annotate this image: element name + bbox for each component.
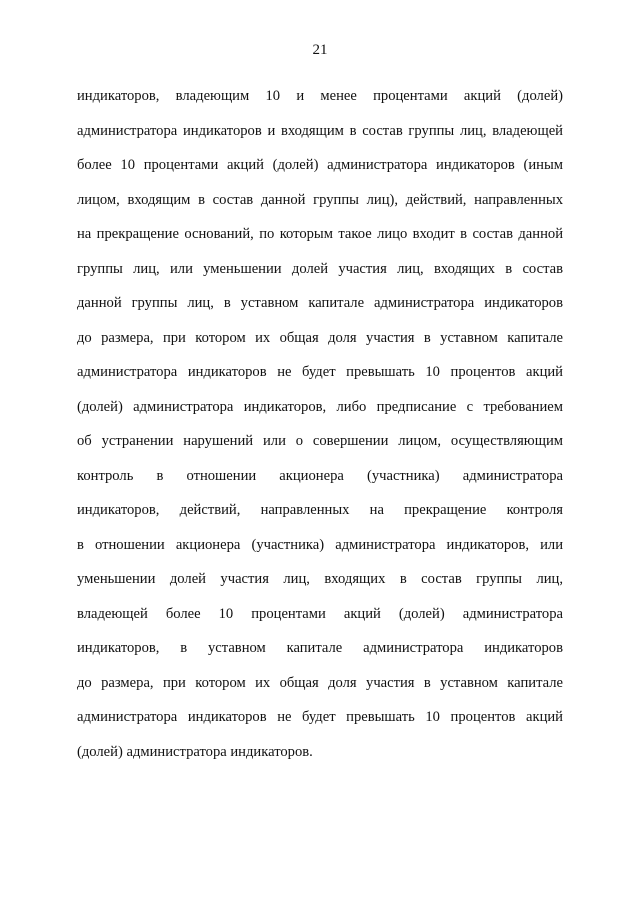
text-line: администратора индикаторов не будет превышать 10 процентов акций bbox=[77, 364, 563, 380]
text-line: владеющей более 10 процентами акций (долей) администратора bbox=[77, 605, 563, 622]
text-line: контроль в отношении акционера (участника) администратора bbox=[77, 467, 563, 484]
text-line: группы лиц, или уменьшении долей участия лиц, входящих в состав bbox=[77, 260, 563, 277]
text-line: администратора индикаторов и входящим в состав группы лиц, владеющей bbox=[77, 122, 563, 139]
body-paragraph bbox=[77, 79, 563, 769]
text-line: уменьшении долей участия лиц, входящих в состав группы лиц, bbox=[77, 571, 563, 587]
text-line: более 10 процентами акций (долей) администратора индикаторов (иным bbox=[77, 157, 563, 173]
text-line: об устранении нарушений или о совершении лицом, осуществляющим bbox=[77, 433, 563, 449]
text-line: до размера, при котором их общая доля участия в уставном капитале bbox=[77, 329, 563, 346]
text-line: лицом, входящим в состав данной группы лиц), действий, направленных bbox=[77, 191, 563, 208]
text-line: индикаторов, действий, направленных на прекращение контроля bbox=[77, 502, 563, 518]
text-line: данной группы лиц, в уставном капитале администратора индикаторов bbox=[77, 295, 563, 311]
text-line: до размера, при котором их общая доля участия в уставном капитале bbox=[77, 674, 563, 691]
text-line: в отношении акционера (участника) администратора индикаторов, или bbox=[77, 536, 563, 553]
text-line: (долей) администратора индикаторов, либо предписание с требованием bbox=[77, 398, 563, 415]
text-line: индикаторов, в уставном капитале администратора индикаторов bbox=[77, 640, 563, 656]
text-line: индикаторов, владеющим 10 и менее процентами акций (долей) bbox=[77, 88, 563, 104]
text-line: на прекращение оснований, по которым такое лицо входит в состав данной bbox=[77, 226, 563, 242]
text-line: администратора индикаторов не будет превышать 10 процентов акций bbox=[77, 709, 563, 725]
page-number: 21 bbox=[312, 42, 328, 58]
text-line: (долей) администратора индикаторов. bbox=[77, 743, 313, 760]
